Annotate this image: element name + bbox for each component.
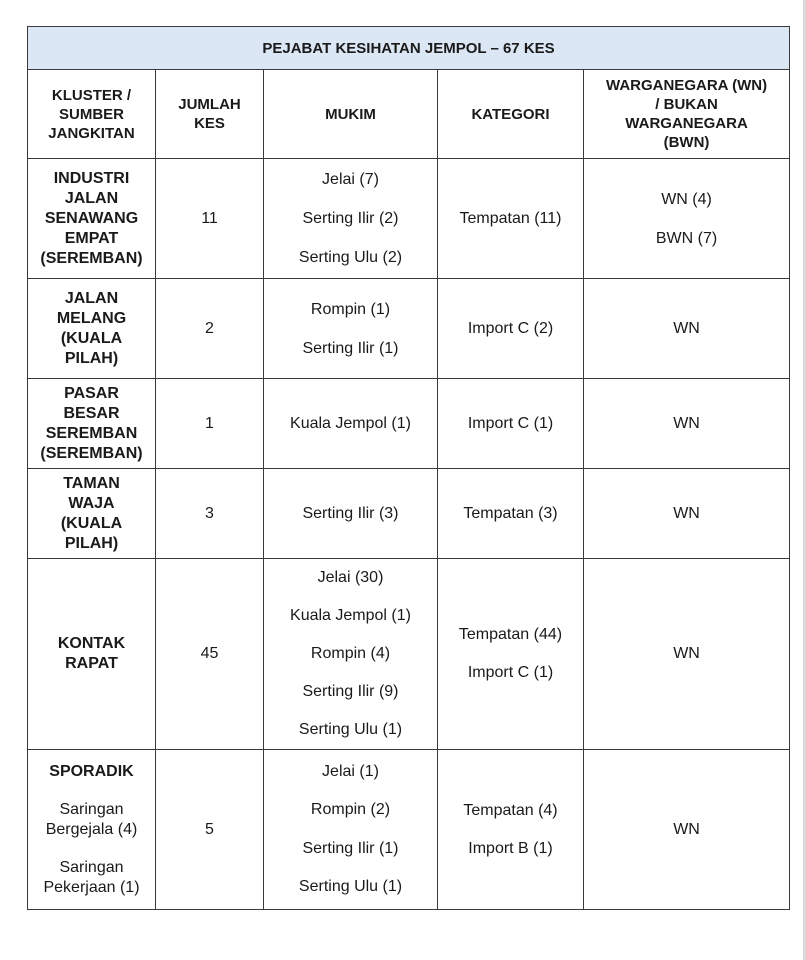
mukim-entry: Serting Ilir (1) xyxy=(302,339,399,357)
title-row xyxy=(28,27,790,70)
cluster-line: (SEREMBAN) xyxy=(40,249,143,267)
mukim-entry: Serting Ulu (1) xyxy=(298,878,403,895)
table-row xyxy=(28,159,790,279)
mukim-entry: Jelai (30) xyxy=(317,569,384,586)
mukim-entry: Rompin (4) xyxy=(310,645,391,662)
header-count-line: JUMLAH xyxy=(178,96,241,113)
citizenship-entry: WN xyxy=(673,319,700,337)
category-cell xyxy=(438,559,584,750)
cluster-sub-line: Saringan xyxy=(59,858,124,876)
header-cluster-line: JANGKITAN xyxy=(48,124,135,142)
cluster-line: PASAR xyxy=(64,384,119,402)
mukim-entry: Serting Ilir (2) xyxy=(302,210,399,227)
header-cluster-line: SUMBER xyxy=(58,105,124,123)
mukim-cell xyxy=(264,469,438,559)
mukim-entry: Rompin (2) xyxy=(310,801,391,818)
mukim-entry: Rompin (1) xyxy=(310,300,391,318)
cluster-line: PILAH) xyxy=(64,534,119,552)
mukim-cell xyxy=(264,559,438,750)
citizenship-entry: WN xyxy=(673,645,700,662)
category-entry: Import C (2) xyxy=(467,319,554,337)
cluster-line: KONTAK xyxy=(57,635,126,652)
cluster-line: SPORADIK xyxy=(49,762,134,780)
cluster-cell xyxy=(28,750,156,910)
mukim-entry: Serting Ilir (3) xyxy=(302,504,399,522)
count-cell: 1 xyxy=(156,379,264,469)
mukim-entry: Serting Ilir (1) xyxy=(302,839,399,857)
count-cell: 45 xyxy=(156,559,264,750)
cluster-line: RAPAT xyxy=(65,655,118,672)
table-title: PEJABAT KESIHATAN JEMPOL – 67 KES xyxy=(28,27,790,70)
citizenship-cell xyxy=(584,559,790,750)
citizenship-entry: WN xyxy=(673,504,700,522)
category-entry: Tempatan (3) xyxy=(463,504,558,522)
cluster-line: SENAWANG xyxy=(44,209,139,227)
cases-table xyxy=(27,26,790,910)
cluster-line: (KUALA xyxy=(60,514,123,532)
mukim-cell xyxy=(264,159,438,279)
mukim-cell xyxy=(264,379,438,469)
cluster-line: JALAN xyxy=(64,289,119,307)
cluster-sub-line: Bergejala (4) xyxy=(45,820,138,838)
cluster-line: (KUALA xyxy=(60,329,123,347)
mukim-entry: Jelai (1) xyxy=(322,762,379,780)
table-row xyxy=(28,379,790,469)
cluster-cell xyxy=(28,159,156,279)
cluster-cell xyxy=(28,469,156,559)
citizenship-entry: WN xyxy=(673,414,700,432)
header-mukim-line: MUKIM xyxy=(325,105,376,123)
cluster-line: BESAR xyxy=(63,404,120,422)
header-category-line: KATEGORI xyxy=(471,105,550,123)
header-count xyxy=(156,70,264,159)
header-mukim xyxy=(264,70,438,159)
table-row xyxy=(28,750,790,910)
cluster-line: (SEREMBAN) xyxy=(40,444,143,462)
table-row xyxy=(28,469,790,559)
mukim-cell xyxy=(264,279,438,379)
citizenship-entry: WN xyxy=(673,820,700,838)
header-cluster-line: KLUSTER / xyxy=(51,86,132,104)
header-citizenship-line: (BWN) xyxy=(663,134,710,151)
mukim-cell xyxy=(264,750,438,910)
count-cell: 5 xyxy=(156,750,264,910)
header-citizenship-line: WARGANEGARA xyxy=(625,115,748,132)
mukim-entry: Kuala Jempol (1) xyxy=(290,414,411,432)
citizenship-entry: BWN (7) xyxy=(655,229,718,247)
category-entry: Import B (1) xyxy=(468,839,553,857)
cluster-sub-line: Pekerjaan (1) xyxy=(43,878,140,896)
category-entry: Import C (1) xyxy=(467,414,554,432)
header-citizenship-line: WARGANEGARA (WN) xyxy=(605,77,768,94)
header-citizenship-line: / BUKAN xyxy=(655,96,718,113)
cluster-line: WAJA xyxy=(68,494,115,512)
cluster-line: EMPAT xyxy=(64,229,119,247)
cluster-cell xyxy=(28,379,156,469)
cluster-line: MELANG xyxy=(56,309,127,327)
header-row xyxy=(28,70,790,159)
table-row xyxy=(28,559,790,750)
category-cell xyxy=(438,159,584,279)
table-row xyxy=(28,279,790,379)
mukim-entry: Serting Ulu (1) xyxy=(298,721,403,738)
mukim-entry: Serting Ilir (9) xyxy=(302,683,399,700)
mukim-entry: Kuala Jempol (1) xyxy=(290,607,411,624)
citizenship-cell xyxy=(584,379,790,469)
citizenship-cell xyxy=(584,469,790,559)
cluster-line: JALAN xyxy=(64,189,119,207)
cluster-line: PILAH) xyxy=(64,349,119,367)
category-cell xyxy=(438,379,584,469)
header-category xyxy=(438,70,584,159)
category-entry: Tempatan (11) xyxy=(459,209,562,227)
header-count-line: KES xyxy=(194,115,225,132)
citizenship-cell xyxy=(584,279,790,379)
count-cell: 11 xyxy=(156,159,264,279)
cluster-cell xyxy=(28,559,156,750)
header-citizenship xyxy=(584,70,790,159)
mukim-entry: Serting Ulu (2) xyxy=(298,249,403,266)
mukim-entry: Jelai (7) xyxy=(322,171,379,188)
category-entry: Tempatan (4) xyxy=(463,801,558,819)
category-cell xyxy=(438,750,584,910)
cluster-line: TAMAN xyxy=(63,474,120,492)
cluster-line: INDUSTRI xyxy=(53,169,130,187)
cluster-line: SEREMBAN xyxy=(45,424,138,442)
category-cell xyxy=(438,469,584,559)
cluster-sub-line: Saringan xyxy=(59,800,124,818)
category-entry: Import C (1) xyxy=(467,664,554,681)
category-entry: Tempatan (44) xyxy=(458,626,563,643)
count-cell: 3 xyxy=(156,469,264,559)
count-cell: 2 xyxy=(156,279,264,379)
category-cell xyxy=(438,279,584,379)
citizenship-cell xyxy=(584,750,790,910)
citizenship-entry: WN (4) xyxy=(661,190,712,208)
cluster-cell xyxy=(28,279,156,379)
citizenship-cell xyxy=(584,159,790,279)
header-cluster xyxy=(28,70,156,159)
